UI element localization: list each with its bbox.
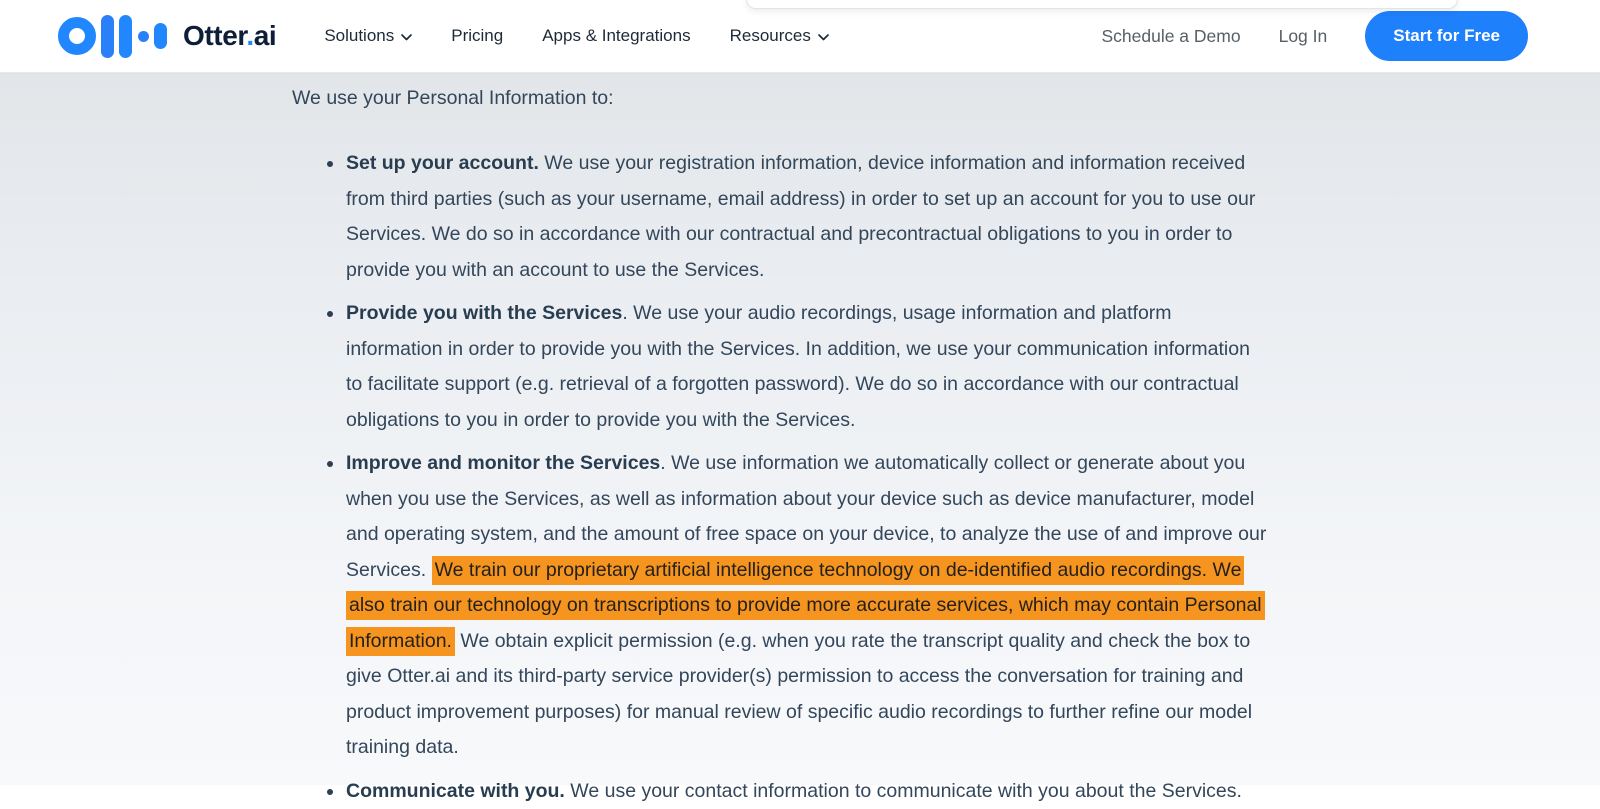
list-item-lead: Improve and monitor the Services xyxy=(346,452,661,475)
nav-item-label: Pricing xyxy=(451,26,504,45)
nav-item-apps-integrations[interactable] xyxy=(542,26,690,46)
start-for-free-button[interactable]: Start for Free xyxy=(1365,11,1528,61)
schedule-demo-link[interactable]: Schedule a Demo xyxy=(1101,25,1241,46)
list-item-body: . We use information we automatically collect or generate about you when you use the Services, as well as information about your device such as device manufacturer, model and operating system, and the amount of free space on your device, to analyze the use of and improve our Services. xyxy=(346,452,1267,581)
logo-dot-shape xyxy=(138,31,149,42)
list-item-communicate-clipped xyxy=(325,774,1267,809)
list-item-lead: Communicate with you. xyxy=(346,779,565,802)
section-intro-text: We use your Personal Information to: xyxy=(292,87,614,109)
list-item-body: We obtain explicit permission (e.g. when you rate the transcript quality and check the box to give Otter.ai and its third-party service provider(s) permission to access the conversation for training and product improvement purposes) for manual review of specific audio recordings to further refine our model training data. xyxy=(346,629,1253,759)
chevron-down-icon xyxy=(401,34,412,41)
logo-bar-shape xyxy=(154,23,167,49)
chevron-down-icon xyxy=(818,34,829,41)
list-item-improve-services xyxy=(325,446,1267,766)
login-link[interactable]: Log In xyxy=(1278,25,1328,46)
main-nav xyxy=(324,26,829,46)
list-item-body: . We use your audio recordings, usage information and platform information in order to provide you with the Services. In addition, we use your communication information to facilitate support (e.g. retrieval of a forgotten password). We do so in accordance with our contractual obligations to you in order to provide you with the Services. xyxy=(346,302,1250,431)
collapsed-panel-edge xyxy=(746,0,1458,9)
logo-bar-shape xyxy=(119,15,132,58)
header-actions xyxy=(1101,11,1528,61)
list-item-body: We use your contact information to communicate with you about the Services. xyxy=(564,779,1242,802)
otter-logo[interactable] xyxy=(58,15,276,58)
logo-bar-shape xyxy=(101,15,114,58)
nav-item-solutions[interactable] xyxy=(324,26,412,46)
list-item-body: We use your registration information, device information and information received from third parties (such as your username, email address) in order to set up an account for you to use our Services. We do so in accordance with our contractual and precontractual obligations to you in order to provide you with an account to use the Services. xyxy=(346,152,1256,281)
otter-logo-icon xyxy=(58,15,167,58)
nav-item-label: Solutions xyxy=(324,26,395,45)
logo-ring-shape xyxy=(58,17,96,55)
list-item-provide-services xyxy=(325,296,1267,438)
nav-item-label: Apps & Integrations xyxy=(542,26,691,45)
nav-item-label: Resources xyxy=(729,26,811,45)
highlighted-text: We train our proprietary artificial intelligence technology on de-identified audio recordings. We also train our technology on transcriptions to provide more accurate services, which may contain Personal Information. xyxy=(346,556,1265,656)
site-header xyxy=(0,0,1600,73)
list-item-set-up-account xyxy=(325,146,1267,288)
nav-item-resources[interactable] xyxy=(730,26,829,46)
list-item-lead: Provide you with the Services xyxy=(346,302,623,325)
personal-info-uses-list xyxy=(325,146,1267,809)
list-item-lead: Set up your account. xyxy=(346,152,539,175)
privacy-policy-content xyxy=(0,73,1600,802)
logo-wordmark: Otter.ai xyxy=(183,20,277,51)
nav-item-pricing[interactable] xyxy=(451,26,503,46)
